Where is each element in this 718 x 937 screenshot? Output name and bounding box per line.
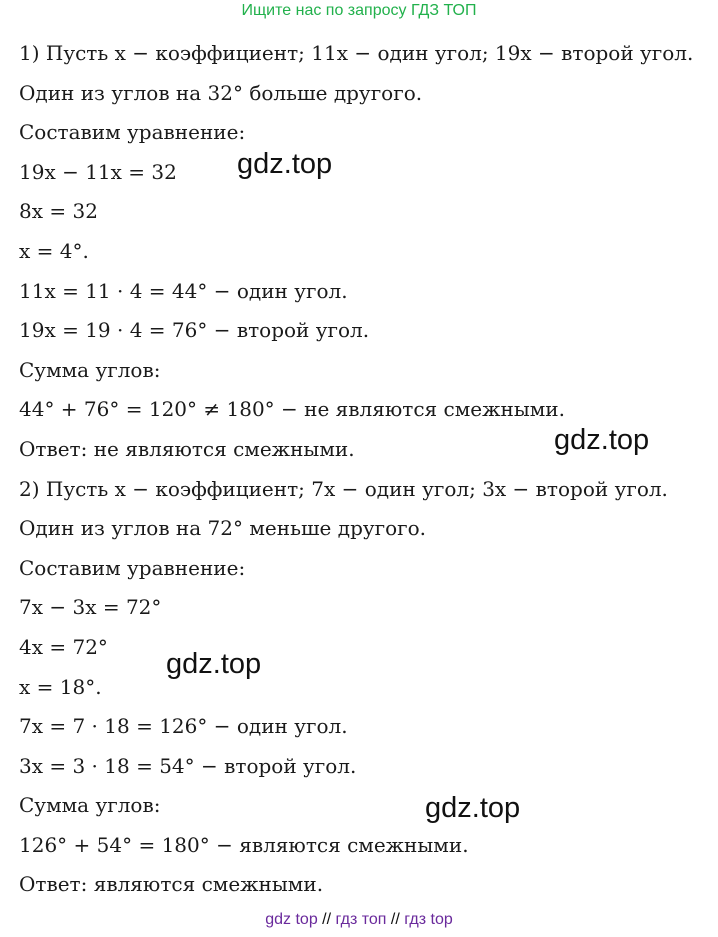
footer-link-gdz-top[interactable]: gdz top [265,911,318,928]
solution-line: 19x = 19 · 4 = 76° − второй угол. [19,318,370,343]
solution-line: Один из углов на 32° больше другого. [19,80,423,105]
solution-line: x = 4°. [19,238,89,263]
solution-line: 19x − 11x = 32 [19,159,177,184]
footer-link-gdz-top-mixed[interactable]: гдз top [404,911,453,928]
top-banner[interactable]: Ищите нас по запросу ГДЗ ТОП [241,2,477,19]
solution-text [19,34,709,905]
solution-line: 7x = 7 · 18 = 126° − один угол. [19,714,348,739]
solution-line: Составим уравнение: [19,120,246,145]
footer-separator: // [322,911,332,928]
answer-line: Ответ: являются смежными. [19,872,324,897]
solution-line: Составим уравнение: [19,555,246,580]
watermark: gdz.top [237,148,333,180]
footer-link-gdz-top-ru[interactable]: гдз топ [335,911,387,928]
watermark: gdz.top [166,648,262,680]
solution-line: 3x = 3 · 18 = 54° − второй угол. [19,753,357,778]
solution-line: 11x = 11 · 4 = 44° − один угол. [19,278,348,303]
watermark: gdz.top [554,424,650,456]
solution-line: 44° + 76° = 120° ≠ 180° − не являются смежными. [19,397,565,422]
solution-line: Сумма углов: [19,793,161,818]
solution-line: 4x = 72° [19,634,108,659]
footer-separator: // [390,911,400,928]
solution-line: 1) Пусть x − коэффициент; 11x − один угол; 19x − второй угол. [19,41,694,65]
solution-line: 126° + 54° = 180° − являются смежными. [19,832,469,857]
solution-line: Один из углов на 72° меньше другого. [19,516,427,541]
watermark: gdz.top [425,792,521,824]
solution-line: 8x = 32 [19,199,98,224]
footer-links [0,911,718,929]
solution-line: x = 18°. [19,674,102,699]
answer-line: Ответ: не являются смежными. [19,436,355,461]
solution-line: 7x − 3x = 72° [19,595,162,620]
solution-line: 2) Пусть x − коэффициент; 7x − один угол; 3x − второй угол. [19,476,668,501]
solution-line: Сумма углов: [19,357,161,382]
